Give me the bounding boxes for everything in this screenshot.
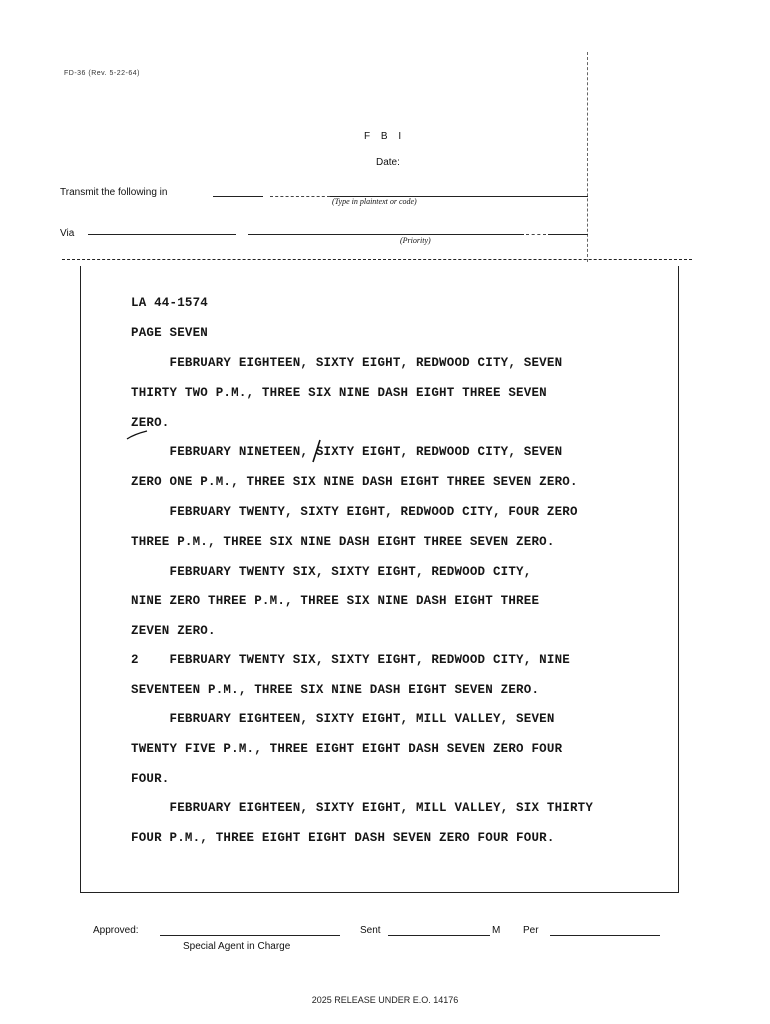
text-line: THIRTY TWO P.M., THREE SIX NINE DASH EIGHT THREE SEVEN xyxy=(131,386,547,400)
transmit-hint: (Type in plaintext or code) xyxy=(332,197,417,206)
text-line: FEBRUARY EIGHTEEN, SIXTY EIGHT, MILL VALLEY, SIX THIRTY xyxy=(131,801,594,815)
via-line-2 xyxy=(248,234,524,235)
transmit-label: Transmit the following in xyxy=(60,187,168,198)
text-line: FOUR P.M., THREE EIGHT EIGHT DASH SEVEN ZERO FOUR FOUR. xyxy=(131,831,555,845)
file-number: LA 44-1574 xyxy=(131,296,209,310)
text-line: 2 FEBRUARY TWENTY SIX, SIXTY EIGHT, REDWOOD CITY, NINE xyxy=(131,653,570,667)
page-label: PAGE SEVEN xyxy=(131,326,209,340)
transmit-dash xyxy=(270,196,330,197)
text-line: FEBRUARY EIGHTEEN, SIXTY EIGHT, REDWOOD CITY, SEVEN xyxy=(131,356,563,370)
text-line: TWENTY FIVE P.M., THREE EIGHT EIGHT DASH SEVEN ZERO FOUR xyxy=(131,742,563,756)
correction-mark-icon xyxy=(310,438,324,464)
text-line: SEVENTEEN P.M., THREE SIX NINE DASH EIGHT SEVEN ZERO. xyxy=(131,683,540,697)
header-separator xyxy=(62,259,692,260)
text-line: FEBRUARY TWENTY, SIXTY EIGHT, REDWOOD CITY, FOUR ZERO xyxy=(131,505,578,519)
per-label: Per xyxy=(523,925,539,936)
text-line: ZERO. xyxy=(131,416,170,430)
via-label: Via xyxy=(60,228,75,239)
m-label: M xyxy=(492,925,501,936)
pen-mark-icon xyxy=(125,428,151,442)
form-number: FD-36 (Rev. 5-22-64) xyxy=(64,70,141,77)
text-line: NINE ZERO THREE P.M., THREE SIX NINE DASH EIGHT THREE xyxy=(131,594,540,608)
text-line: ZERO ONE P.M., THREE SIX NINE DASH EIGHT THREE SEVEN ZERO. xyxy=(131,475,578,489)
priority-hint: (Priority) xyxy=(400,236,431,245)
text-line: FOUR. xyxy=(131,772,170,786)
text-line: THREE P.M., THREE SIX NINE DASH EIGHT THREE SEVEN ZERO. xyxy=(131,535,555,549)
header-margin-line xyxy=(587,52,588,262)
date-label: Date: xyxy=(376,157,400,168)
via-line-3 xyxy=(548,234,588,235)
approved-label: Approved: xyxy=(93,925,139,936)
sent-line xyxy=(388,935,490,936)
sent-label: Sent xyxy=(360,925,381,936)
agency-title: F B I xyxy=(364,131,406,142)
via-dash xyxy=(526,234,546,235)
approved-line xyxy=(160,935,340,936)
text-line: FEBRUARY EIGHTEEN, SIXTY EIGHT, MILL VALLEY, SEVEN xyxy=(131,712,555,726)
sac-label: Special Agent in Charge xyxy=(183,941,291,952)
text-line: ZEVEN ZERO. xyxy=(131,624,216,638)
via-line xyxy=(88,234,236,235)
release-stamp: 2025 RELEASE UNDER E.O. 14176 xyxy=(311,995,459,1005)
text-line: FEBRUARY NINETEEN, SIXTY EIGHT, REDWOOD CITY, SEVEN xyxy=(131,445,563,459)
per-line xyxy=(550,935,660,936)
transmit-line xyxy=(213,196,263,197)
text-line: FEBRUARY TWENTY SIX, SIXTY EIGHT, REDWOOD CITY, xyxy=(131,565,532,579)
